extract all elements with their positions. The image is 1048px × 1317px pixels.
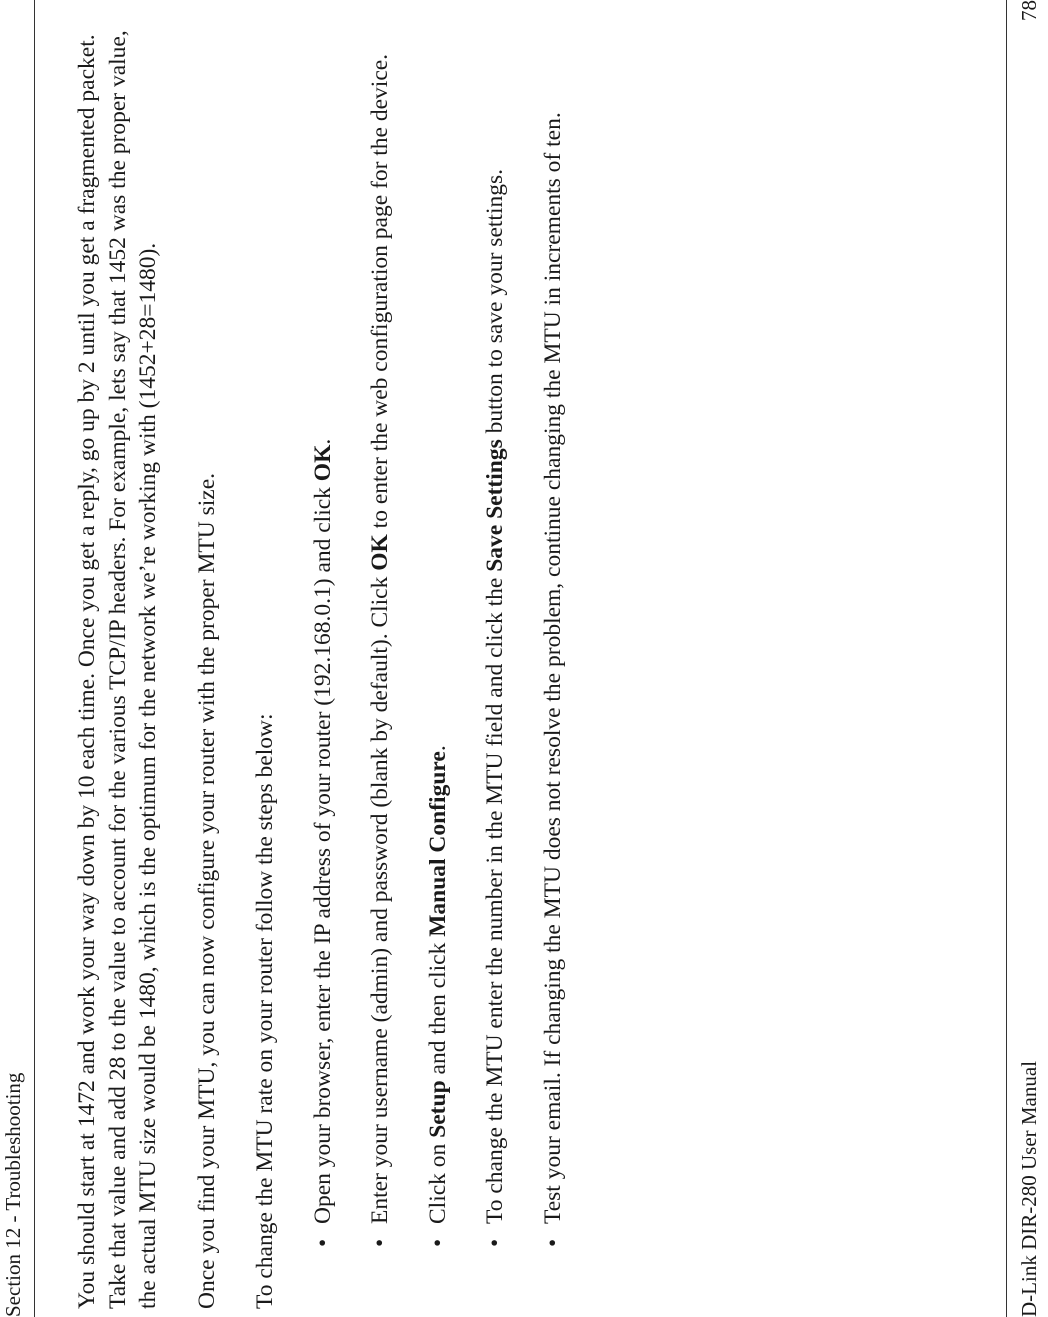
step-text: Open your browser, enter the IP address of your router (192.168.0.1) and click OK. [309,438,336,1224]
footer-manual-title: D-Link DIR-280 User Manual [1017,1060,1041,1317]
list-item: • Enter your username (admin) and password (blank by default). Click OK to enter the web configuration page for the device. [365,9,396,1309]
list-item: • To change the MTU enter the number in the MTU field and click the Save Settings button to save your settings. [480,9,511,1309]
step-text: Enter your username (admin) and password (blank by default). Click OK to enter the web configuration page for the device. [367,53,393,1224]
paragraph-configure-mtu: Once you find your MTU, you can now configure your router with the proper MTU size. [193,473,220,1309]
step-text: Test your email. If changing the MTU does not resolve the problem, continue changing the MTU in increments of ten. [539,112,566,1224]
steps-list [308,9,569,1309]
step-text: To change the MTU enter the number in the MTU field and click the Save Settings button to save your settings. [482,169,508,1224]
list-item: • Test your email. If changing the MTU does not resolve the problem, continue changing the MTU in increments of ten. [538,9,569,1309]
page-body [72,9,595,1309]
page-number: 78 [1017,0,1041,21]
step-text: Click on Setup and then click Manual Configure. [424,745,451,1224]
list-item: • Open your browser, enter the IP address of your router (192.168.0.1) and click OK. [308,9,339,1309]
header-divider [34,0,35,1317]
paragraph-mtu-procedure: You should start at 1472 and work your way down by 10 each time. Once you get a reply, go up by 2 until you get a fragmented packet. Take that value and add 28 to the value to account for the various TCP/IP headers. For example, lets say that 1452 was the proper value, the actual MTU size would be 1480, which is the optimum for the network we’re working with (1452+28=1480). [74,30,161,1309]
paragraph-steps-intro: To change the MTU rate on your router follow the steps below: [252,713,278,1309]
footer-divider [1006,0,1007,1317]
list-item: • Click on Setup and then click Manual Configure. [423,9,454,1309]
section-header: Section 12 - Troubleshooting [1,1072,25,1317]
